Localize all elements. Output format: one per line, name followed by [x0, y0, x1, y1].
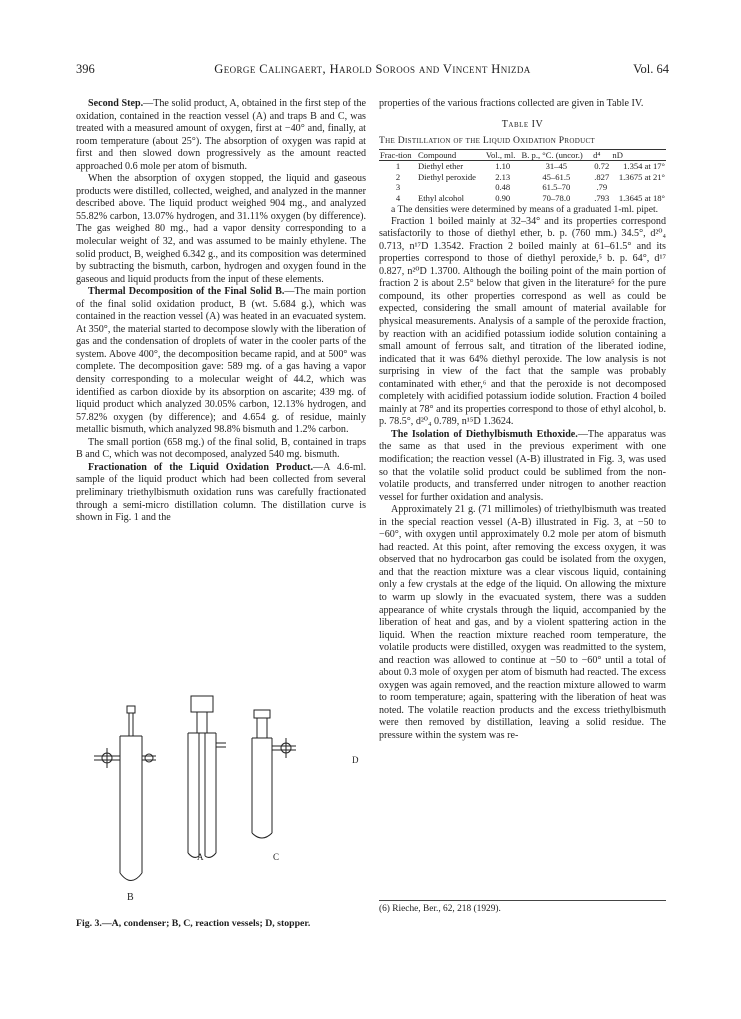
- table-row: 4 Ethyl alcohol 0.90 70–78.0 .793 1.3645 at 18°: [395, 193, 665, 204]
- column-header: nD: [611, 150, 666, 161]
- figure-3-apparatus: [76, 688, 366, 906]
- column-header: Compound: [417, 150, 485, 161]
- run-in-heading: Fractionation of the Liquid Oxidation Product.: [88, 461, 314, 473]
- page-number: 396: [76, 62, 95, 76]
- paragraph: properties of the various fractions collected are given in Table IV.: [379, 98, 644, 109]
- paragraph: Fraction 1 boiled mainly at 32–34° and its properties correspond satisfactorily to those of diethyl ether, b. p. (760 mm.) 34.5°, d²⁰₄ 0.713, n¹⁷D 1.3542. Fraction 2 boiled mainly at 61–61.5° and its properties correspond to those of diethyl peroxide,⁵ b. p. 64°, d¹⁷ 0.827, n²⁰D 1.3700. Although the boiling point of the main portion of fraction 2 is about 2.5° below that given in the literature⁵ for the pure compound, its other properties correspond as well as could be expected, considering the small amount of material available for physical measurements. Analysis of a sample of the peroxide fraction, by reaction with an acidified potassium iodide solution containing a small amount of ferrous salt, and titration of the liberated iodine, indicated that it was 64% diethyl peroxide. The low analysis is not surprising in view of the fact that the sample was probably contaminated with ether,⁶ and that the peroxide is not decomposed completely with acidified potassium iodide solution. Fraction 4 boiled mainly at 78° and its properties correspond to those of ethyl alcohol, b. p. 78.5°, d²⁰₄ 0.789, n¹⁵D 1.3624.: [379, 215, 666, 428]
- column-header: B. p., °C. (uncor.): [521, 150, 593, 161]
- vessel-b-drawing: [94, 706, 156, 881]
- apparatus-drawing: [76, 688, 366, 906]
- condenser-a-drawing: [188, 696, 226, 857]
- volume-label: Vol. 64: [633, 62, 669, 76]
- table-footnote: a The densities were determined by means of a graduated 1-ml. pipet.: [391, 203, 659, 215]
- column-header: Frac-tion: [379, 150, 417, 161]
- figure-label-d: D: [352, 755, 359, 765]
- column-header: Vol., ml.: [485, 150, 521, 161]
- table-row: 3 0.48 61.5–70 .79: [395, 182, 608, 193]
- table-title: Table IV: [501, 118, 544, 130]
- figure-label-b: B: [127, 892, 134, 903]
- figure-label-c: C: [273, 852, 280, 862]
- paragraph-thermal-decomposition: Thermal Decomposition of the Final Solid B.—The main portion of the final solid oxidation product, B (wt. 5.684 g.), which was contained in the reaction vessel (A) was heated in an evacuated system. At 350°, the material started to decompose slowly with the liberation of gas and the condensation of droplets of water in the cooler parts of the system. Above 400°, the decomposition became rapid, and at 500° was complete. The decomposition gave: 589 mg. of a gas having a vapor density corresponding to a molecular weight of 44.2, which was identified as carbon dioxide by its absorption on ascarite; 439 mg. of liquid product which analyzed 30.05% carbon, 12.13% hydrogen, and 57.82% oxygen (by difference); and 4.654 g. of residue, mainly metallic bismuth, which analyzed 98.8% bismuth and 1.2% carbon.: [76, 286, 366, 436]
- table-row: 2 Diethyl peroxide 2.13 45–61.5 .827 1.3675 at 21°: [395, 171, 665, 182]
- running-header: [76, 62, 669, 80]
- column-header: d⁴: [592, 150, 611, 161]
- paragraph: The small portion (658 mg.) of the final solid, B, contained in traps B and C, which was not decomposed, analyzed 540 mg. bismuth.: [76, 436, 366, 461]
- figure-label-a: A: [197, 852, 204, 862]
- paragraph: Approximately 21 g. (71 millimoles) of triethylbismuth was treated in the special reaction vessel (A-B) illustrated in Fig. 3, at −50 to −60°, with oxygen until approximately 0.2 mole per atom of bismuth had reacted. At this point, after removing the excess oxygen, it was observed that no hydrocarbon gas could be isolated from the oxygen, and that the reaction mixture was a clear viscous liquid, containing only a few crystals at the edge of the liquid. On allowing the mixture to warm up slowly in the evacuated system, there was a sudden appearance of white crystals through the liquid, accompanied by the liberation of heat and gas, and by a violent spattering action in the liquid. When the reaction mixture reached room temperature, the volatile products were distilled, oxygen was readmitted to the system, and reaction was allowed to continue at −50 to −60° until a total of about 0.3 mole of oxygen per atom of bismuth had reacted. The excess oxygen was again removed, and the reaction mixture allowed to warm to room temperature; again, spattering with the liberation of heat was noted. The volatile reaction products and the excess triethylbismuth were then removed by distillation, leaving a solid residue. The pressure within the system was re-: [379, 504, 666, 742]
- table-caption: The Distillation of the Liquid Oxidation Product: [379, 135, 666, 150]
- run-in-heading: Thermal Decomposition of the Final Solid B.: [88, 286, 285, 298]
- figure-caption: Fig. 3.—A, condenser; B, C, reaction vessels; D, stopper.: [76, 918, 311, 929]
- left-column: [76, 98, 366, 525]
- run-in-heading: The Isolation of Diethylbismuth Ethoxide.: [391, 428, 578, 440]
- running-authors: George Calingaert, Harold Soroos and Vincent Hnizda: [214, 62, 531, 76]
- distillation-table: [379, 150, 666, 204]
- paragraph-second-step: Second Step.—The solid product, A, obtained in the first step of the oxidation, contained in the reaction vessel (A) and traps B and C, was treated with a measured amount of oxygen, first at −40° and, finally, at room temperature (about 25°). The absorption of oxygen was rapid at first and then slowed down progressively as the amount reacted approached 0.6 mole per atom of bismuth.: [76, 98, 366, 172]
- run-in-heading: Second Step.: [88, 98, 144, 109]
- right-column: [379, 98, 666, 743]
- paragraph-fractionation: Fractionation of the Liquid Oxidation Product.—A 4.6-ml. sample of the liquid product which had been collected from several preliminary triethylbismuth oxidation runs was carefully fractionated through a semi-micro distillation column. The distillation curve is shown in Fig. 1 and the: [76, 461, 366, 524]
- paragraph: When the absorption of oxygen stopped, the liquid and gaseous products were distilled, collected, weighed, and analyzed in the manner described above. The liquid product weighed 904 mg., and analyzed 55.82% carbon, 13.07% hydrogen, and 31.11% oxygen (by difference). The gas weighed 80 mg., had a vapor density corresponding to a molecular weight of 32, and was assumed to be mainly ethylene. The solid product, B, weighed 6.342 g., and its composition was determined by subtracting the bismuth, carbon, hydrogen and oxygen found in the gaseous and liquid products from the input of these elements.: [76, 173, 366, 285]
- footnote: (6) Rieche, Ber., 62, 218 (1929).: [379, 900, 666, 914]
- table-header-row: [379, 150, 666, 161]
- vessel-c-drawing: [252, 710, 296, 838]
- paragraph-isolation: The Isolation of Diethylbismuth Ethoxide.—The apparatus was the same as that used in the previous experiment with one modification; the reaction vessel (A-B) illustrated in Fig. 3, was used so that the volatile solid product could be sublimed from the non-volatile products, and transferred under nitrogen to another reaction vessel for further oxidation and analysis.: [379, 428, 666, 503]
- table-row: 1 Diethyl ether 1.10 31–45 0.72 1.354 at 17°: [395, 161, 665, 172]
